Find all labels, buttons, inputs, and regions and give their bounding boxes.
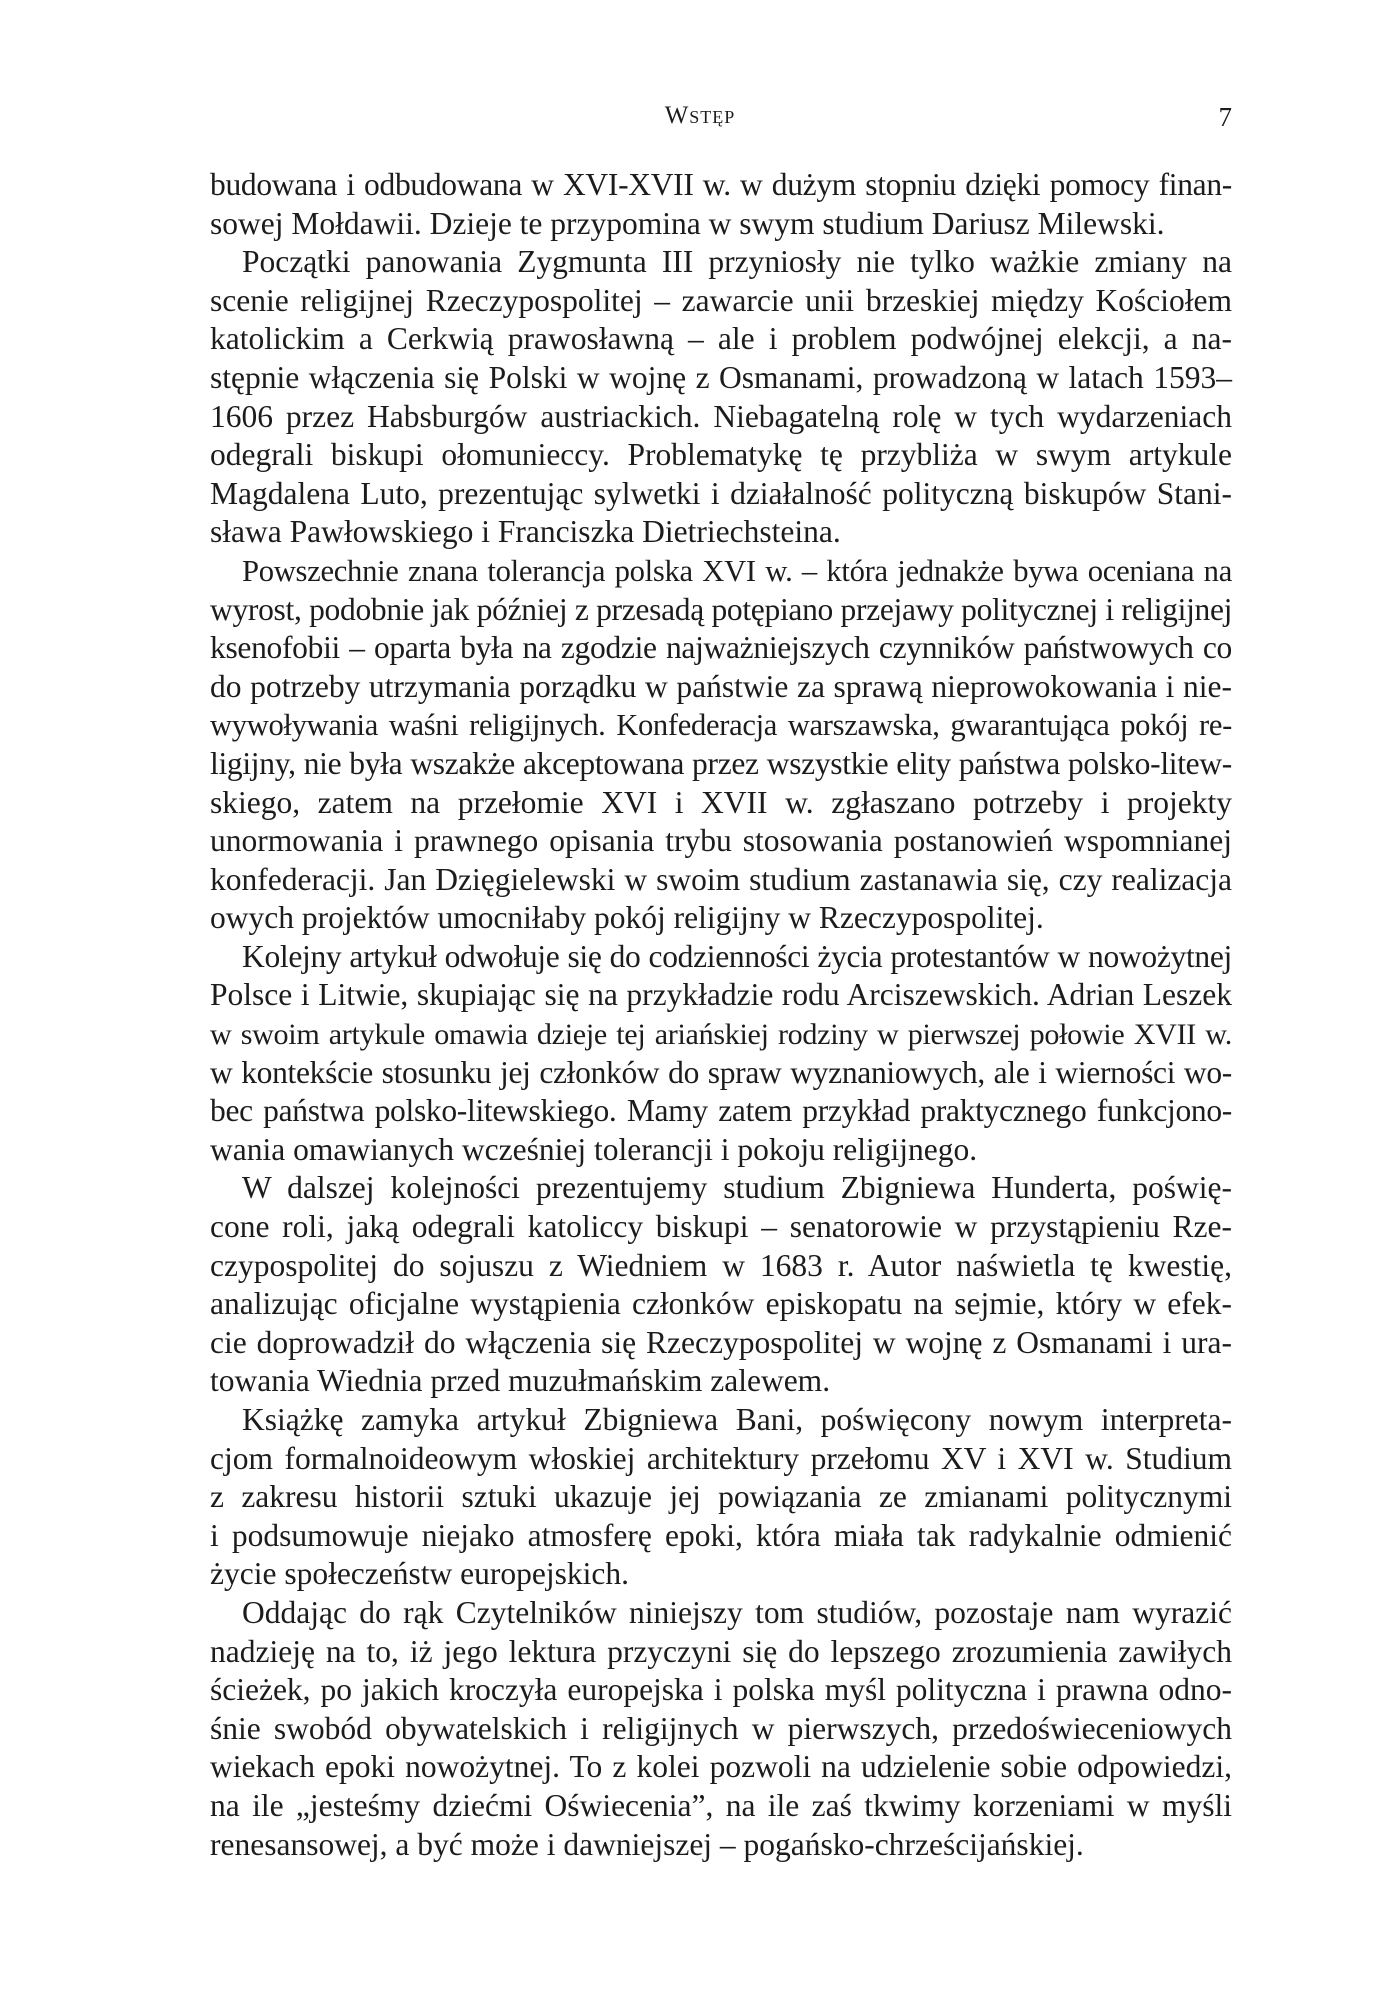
text-line: w swoim artykule omawia dzieje tej ariańskiej rodziny w pierwszej połowie XVII w. xyxy=(210,1017,1232,1052)
text-line: katolickim a Cerkwią prawosławną – ale i problem podwójnej elekcji, a na- xyxy=(210,321,1232,357)
text-line: Magdalena Luto, prezentując sylwetki i działalność polityczną biskupów Stani- xyxy=(210,475,1232,511)
body-text xyxy=(210,166,1232,1864)
text-line: konfederacji. Jan Dzięgielewski w swoim studium zastanawia się, czy realizacja xyxy=(210,861,1232,897)
paragraph xyxy=(210,243,1232,552)
text-line: Powszechnie znana tolerancja polska XVI w. – która jednakże bywa oceniana na xyxy=(242,553,1232,588)
text-line: odegrali biskupi ołomunieccy. Problematykę tę przybliża w swym artykule xyxy=(210,437,1232,473)
text-line: unormowania i prawnego opisania trybu stosowania postanowień wspomnianej xyxy=(210,823,1232,859)
text-line: ksenofobii – oparta była na zgodzie najważniejszych czynników państwowych co xyxy=(210,630,1232,666)
text-line: scenie religijnej Rzeczypospolitej – zawarcie unii brzeskiej między Kościołem xyxy=(210,282,1232,318)
text-line: analizując oficjalne wystąpienia członków episkopatu na sejmie, który w efek- xyxy=(210,1286,1232,1322)
text-line: towania Wiednia przed muzułmańskim zalewem. xyxy=(210,1363,831,1399)
text-line: na ile „jesteśmy dziećmi Oświecenia”, na ile zaś tkwimy korzeniami w myśli xyxy=(210,1787,1232,1823)
text-line: życie społeczeństw europejskich. xyxy=(210,1556,629,1592)
paragraph xyxy=(210,1401,1232,1594)
text-line: 1606 przez Habsburgów austriackich. Niebagatelną rolę w tych wydarzeniach xyxy=(210,398,1232,434)
text-line: ścieżek, po jakich kroczyła europejska i polska myśl polityczna i prawna odno- xyxy=(210,1672,1232,1708)
text-line: wywoływania waśni religijnych. Konfederacja warszawska, gwarantująca pokój re- xyxy=(210,708,1232,743)
text-line: do potrzeby utrzymania porządku w państwie za sprawą nieprowokowania i nie- xyxy=(210,668,1232,704)
text-line: Polsce i Litwie, skupiając się na przykładzie rodu Arciszewskich. Adrian Leszek xyxy=(210,977,1232,1013)
paragraph xyxy=(210,938,1232,1170)
text-line: Kolejny artykuł odwołuje się do codzienności życia protestantów w nowożytnej xyxy=(242,938,1232,974)
text-line: cie doprowadził do włączenia się Rzeczypospolitej w wojnę z Osmanami i ura- xyxy=(210,1324,1232,1360)
text-line: budowana i odbudowana w XVI-XVII w. w dużym stopniu dzięki pomocy finan- xyxy=(210,167,1232,202)
paragraph xyxy=(210,166,1232,243)
text-line: sława Pawłowskiego i Franciszka Dietriechsteina. xyxy=(210,514,841,550)
paragraph xyxy=(210,552,1232,938)
text-line: bec państwa polsko-litewskiego. Mamy zatem przykład praktycznego funkcjono- xyxy=(210,1093,1232,1129)
text-line: wania omawianych wcześniej tolerancji i pokoju religijnego. xyxy=(210,1131,978,1167)
text-line: owych projektów umocniłaby pokój religijny w Rzeczypospolitej. xyxy=(210,900,1044,936)
running-header xyxy=(0,102,1400,138)
paragraph xyxy=(210,1169,1232,1401)
text-line: Książkę zamyka artykuł Zbigniewa Bani, poświęcony nowym interpreta- xyxy=(242,1402,1232,1437)
text-line: nadzieję na to, iż jego lektura przyczyni się do lepszego zrozumienia zawiłych xyxy=(210,1633,1232,1669)
text-line: skiego, zatem na przełomie XVI i XVII w. zgłaszano potrzeby i projekty xyxy=(210,784,1232,820)
paragraph xyxy=(210,1594,1232,1864)
text-line: wyrost, podobnie jak później z przesadą potępiano przejawy politycznej i religijnej xyxy=(210,591,1233,627)
text-line: czypospolitej do sojuszu z Wiedniem w 1683 r. Autor naświetla tę kwestię, xyxy=(210,1247,1232,1283)
text-line: w kontekście stosunku jej członków do spraw wyznaniowych, ale i wierności wo- xyxy=(210,1054,1232,1090)
text-line: śnie swobód obywatelskich i religijnych w pierwszych, przedoświeceniowych xyxy=(210,1710,1232,1746)
text-line: wiekach epoki nowożytnej. To z kolei pozwoli na udzielenie sobie odpowiedzi, xyxy=(210,1749,1232,1785)
text-line: cone roli, jaką odegrali katoliccy biskupi – senatorowie w przystąpieniu Rze- xyxy=(210,1209,1232,1245)
text-line: Początki panowania Zygmunta III przyniosły nie tylko ważkie zmiany na xyxy=(242,244,1232,280)
page-number: 7 xyxy=(1218,102,1232,132)
text-line: W dalszej kolejności prezentujemy studium Zbigniewa Hunderta, poświę- xyxy=(242,1170,1232,1206)
text-line: i podsumowuje niejako atmosferę epoki, która miała tak radykalnie odmienić xyxy=(210,1517,1232,1553)
running-header-title: Wstęp xyxy=(664,102,736,129)
text-line: cjom formalnoideowym włoskiej architektury przełomu XV i XVI w. Studium xyxy=(210,1440,1232,1476)
text-line: z zakresu historii sztuki ukazuje jej powiązania ze zmianami politycznymi xyxy=(210,1479,1232,1515)
text-line: Oddając do rąk Czytelników niniejszy tom studiów, pozostaje nam wyrazić xyxy=(242,1594,1232,1630)
text-line: renesansowej, a być może i dawniejszej – pogańsko-chrześcijańskiej. xyxy=(210,1826,1084,1862)
text-line: sowej Mołdawii. Dzieje te przypomina w swym studium Dariusz Milewski. xyxy=(210,205,1165,241)
text-line: ligijny, nie była wszakże akceptowana przez wszystkie elity państwa polsko-litew- xyxy=(210,745,1232,781)
text-line: stępnie włączenia się Polski w wojnę z Osmanami, prowadzoną w latach 1593– xyxy=(210,359,1232,395)
